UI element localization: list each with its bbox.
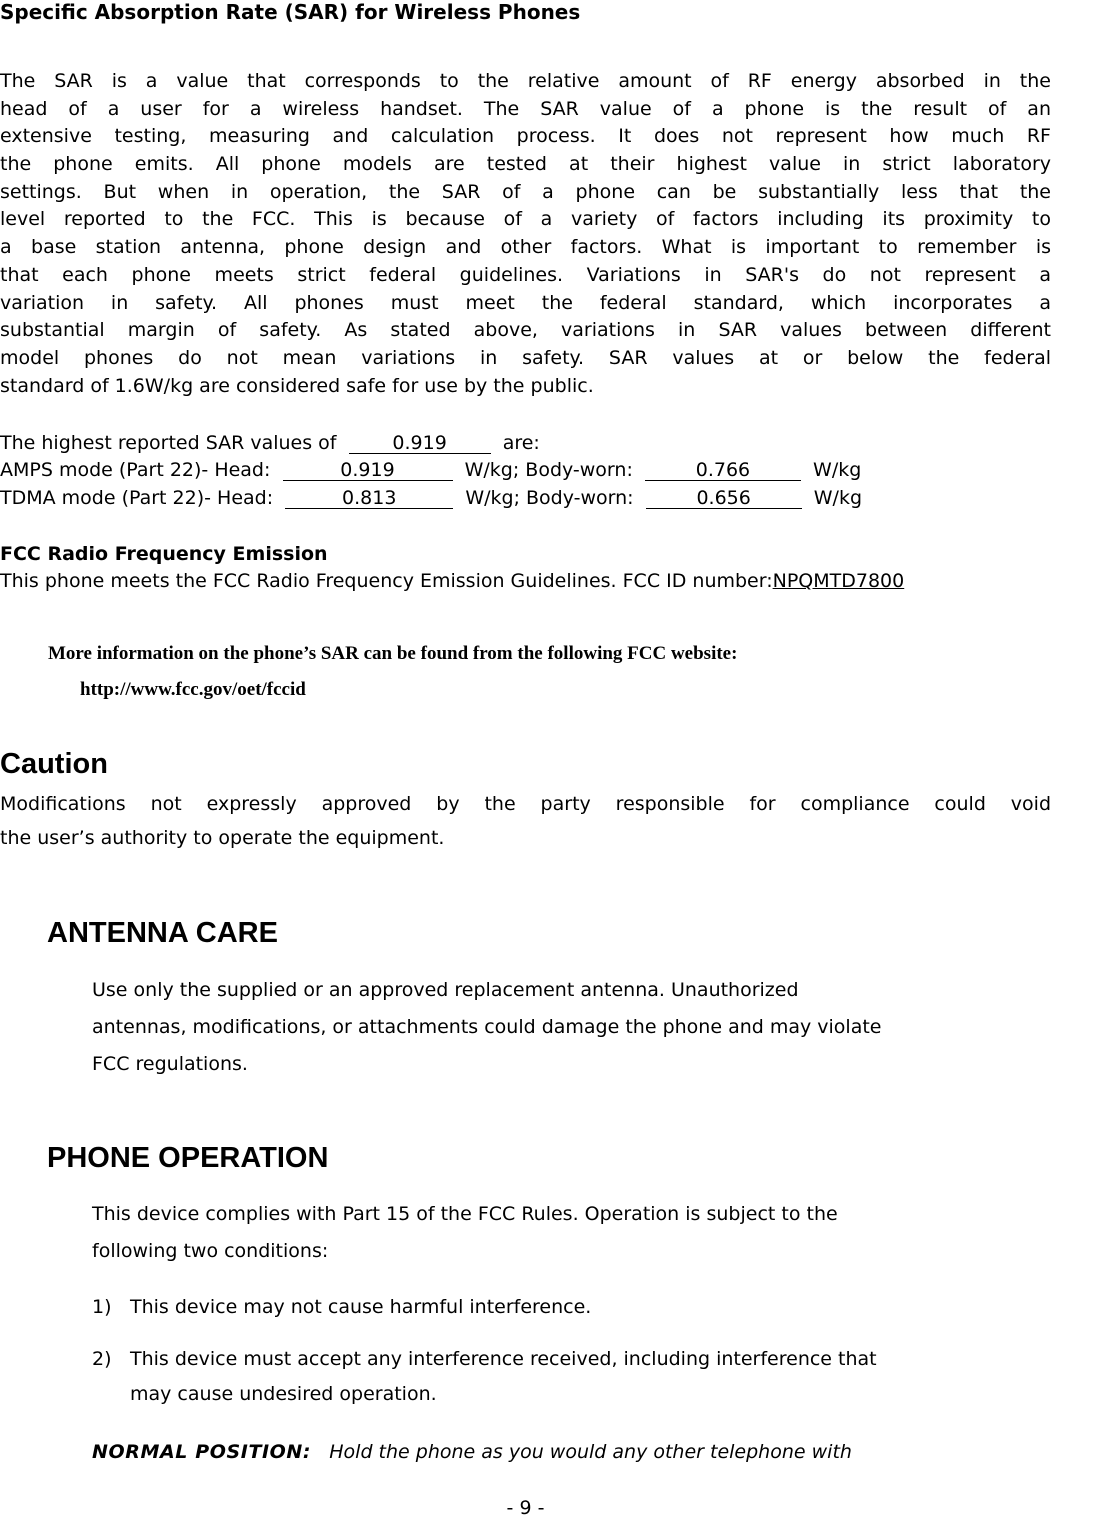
paragraph-line: extensive testing, measuring and calculation process. It does not represent how much RF [0, 125, 1051, 148]
paragraph-line: variation in safety. All phones must meet the federal standard, which incorporates a [0, 291, 1051, 314]
paragraph-line: substantial margin of safety. As stated above, variations in SAR values between different [0, 319, 1051, 342]
amps-unit: W/kg [813, 459, 862, 481]
fcc-id-number: NPQMTD7800 [772, 570, 905, 592]
condition-number: 2) [92, 1348, 112, 1370]
highest-sar-suffix: are: [502, 432, 540, 454]
page-number: - 9 - [506, 1497, 545, 1519]
fcc-emission-heading: FCC Radio Frequency Emission [0, 543, 328, 565]
paragraph-line: standard of 1.6W/kg are considered safe for use by the public. [0, 374, 594, 397]
paragraph-line: level reported to the FCC. This is because of a variety of factors including its proximity to [0, 208, 1051, 231]
antenna-care-paragraph [92, 972, 882, 1083]
amps-prefix: AMPS mode (Part 22)- Head: [0, 459, 271, 481]
tdma-body-value: 0.656 [646, 488, 802, 509]
tdma-prefix: TDMA mode (Part 22)- Head: [0, 487, 274, 509]
condition-text-continued: may cause undesired operation. [130, 1383, 437, 1405]
page-title: Specific Absorption Rate (SAR) for Wireless Phones [0, 0, 581, 24]
sar-description-paragraph [0, 68, 1051, 400]
tdma-head-value: 0.813 [285, 488, 453, 509]
tdma-unit: W/kg [813, 487, 863, 509]
amps-mid: W/kg; Body-worn: [464, 459, 633, 481]
paragraph-line: FCC regulations. [92, 1053, 248, 1075]
paragraph-line: antennas, modifications, or attachments could damage the phone and may violate [92, 1016, 882, 1038]
highest-sar-value: 0.919 [349, 433, 491, 454]
fcc-website-link[interactable]: http://www.fcc.gov/oet/fccid [80, 679, 306, 700]
condition-item [92, 1342, 877, 1412]
antenna-care-heading: ANTENNA CARE [47, 917, 278, 949]
condition-item [92, 1290, 591, 1325]
paragraph-line: Modifications not expressly approved by the party responsible for compliance could void [0, 793, 1051, 815]
paragraph-line: head of a user for a wireless handset. The SAR value of a phone is the result of an [0, 97, 1051, 120]
paragraph-line: This device complies with Part 15 of the FCC Rules. Operation is subject to the [92, 1203, 838, 1225]
condition-number: 1) [92, 1296, 112, 1318]
paragraph-line: the phone emits. All phone models are tested at their highest value in strict laboratory [0, 153, 1051, 176]
amps-body-value: 0.766 [645, 460, 801, 481]
highest-sar-line [0, 430, 540, 457]
phone-operation-paragraph [92, 1196, 838, 1270]
caution-paragraph [0, 787, 1051, 855]
fcc-emission-line [0, 569, 904, 593]
amps-sar-line [0, 457, 861, 484]
tdma-mid: W/kg; Body-worn: [465, 487, 634, 509]
amps-head-value: 0.919 [283, 460, 453, 481]
highest-sar-prefix: The highest reported SAR values of [0, 432, 337, 454]
condition-text: This device must accept any interference received, including interference that [130, 1348, 877, 1370]
paragraph-line: that each phone meets strict federal guidelines. Variations in SAR's do not represent a [0, 263, 1051, 286]
normal-position-label: NORMAL POSITION: [92, 1441, 312, 1463]
phone-operation-heading: PHONE OPERATION [47, 1142, 329, 1174]
fcc-emission-text: This phone meets the FCC Radio Frequency Emission Guidelines. FCC ID number: [0, 570, 773, 592]
caution-heading: Caution [0, 748, 108, 780]
paragraph-line: Use only the supplied or an approved replacement antenna. Unauthorized [92, 979, 799, 1001]
tdma-sar-line [0, 485, 862, 512]
paragraph-line: The SAR is a value that corresponds to the relative amount of RF energy absorbed in the [0, 70, 1051, 92]
normal-position-line [92, 1440, 852, 1464]
more-info-text: More information on the phone’s SAR can be found from the following FCC website: [48, 643, 738, 664]
paragraph-line: a base station antenna, phone design and other factors. What is important to remember is [0, 236, 1051, 259]
normal-position-text: Hold the phone as you would any other telephone with [329, 1441, 852, 1463]
paragraph-line: model phones do not mean variations in safety. SAR values at or below the federal [0, 346, 1051, 369]
condition-text: This device may not cause harmful interference. [130, 1296, 592, 1318]
paragraph-line: the user’s authority to operate the equipment. [0, 827, 445, 849]
paragraph-line: following two conditions: [92, 1240, 329, 1262]
paragraph-line: settings. But when in operation, the SAR of a phone can be substantially less that the [0, 180, 1051, 203]
